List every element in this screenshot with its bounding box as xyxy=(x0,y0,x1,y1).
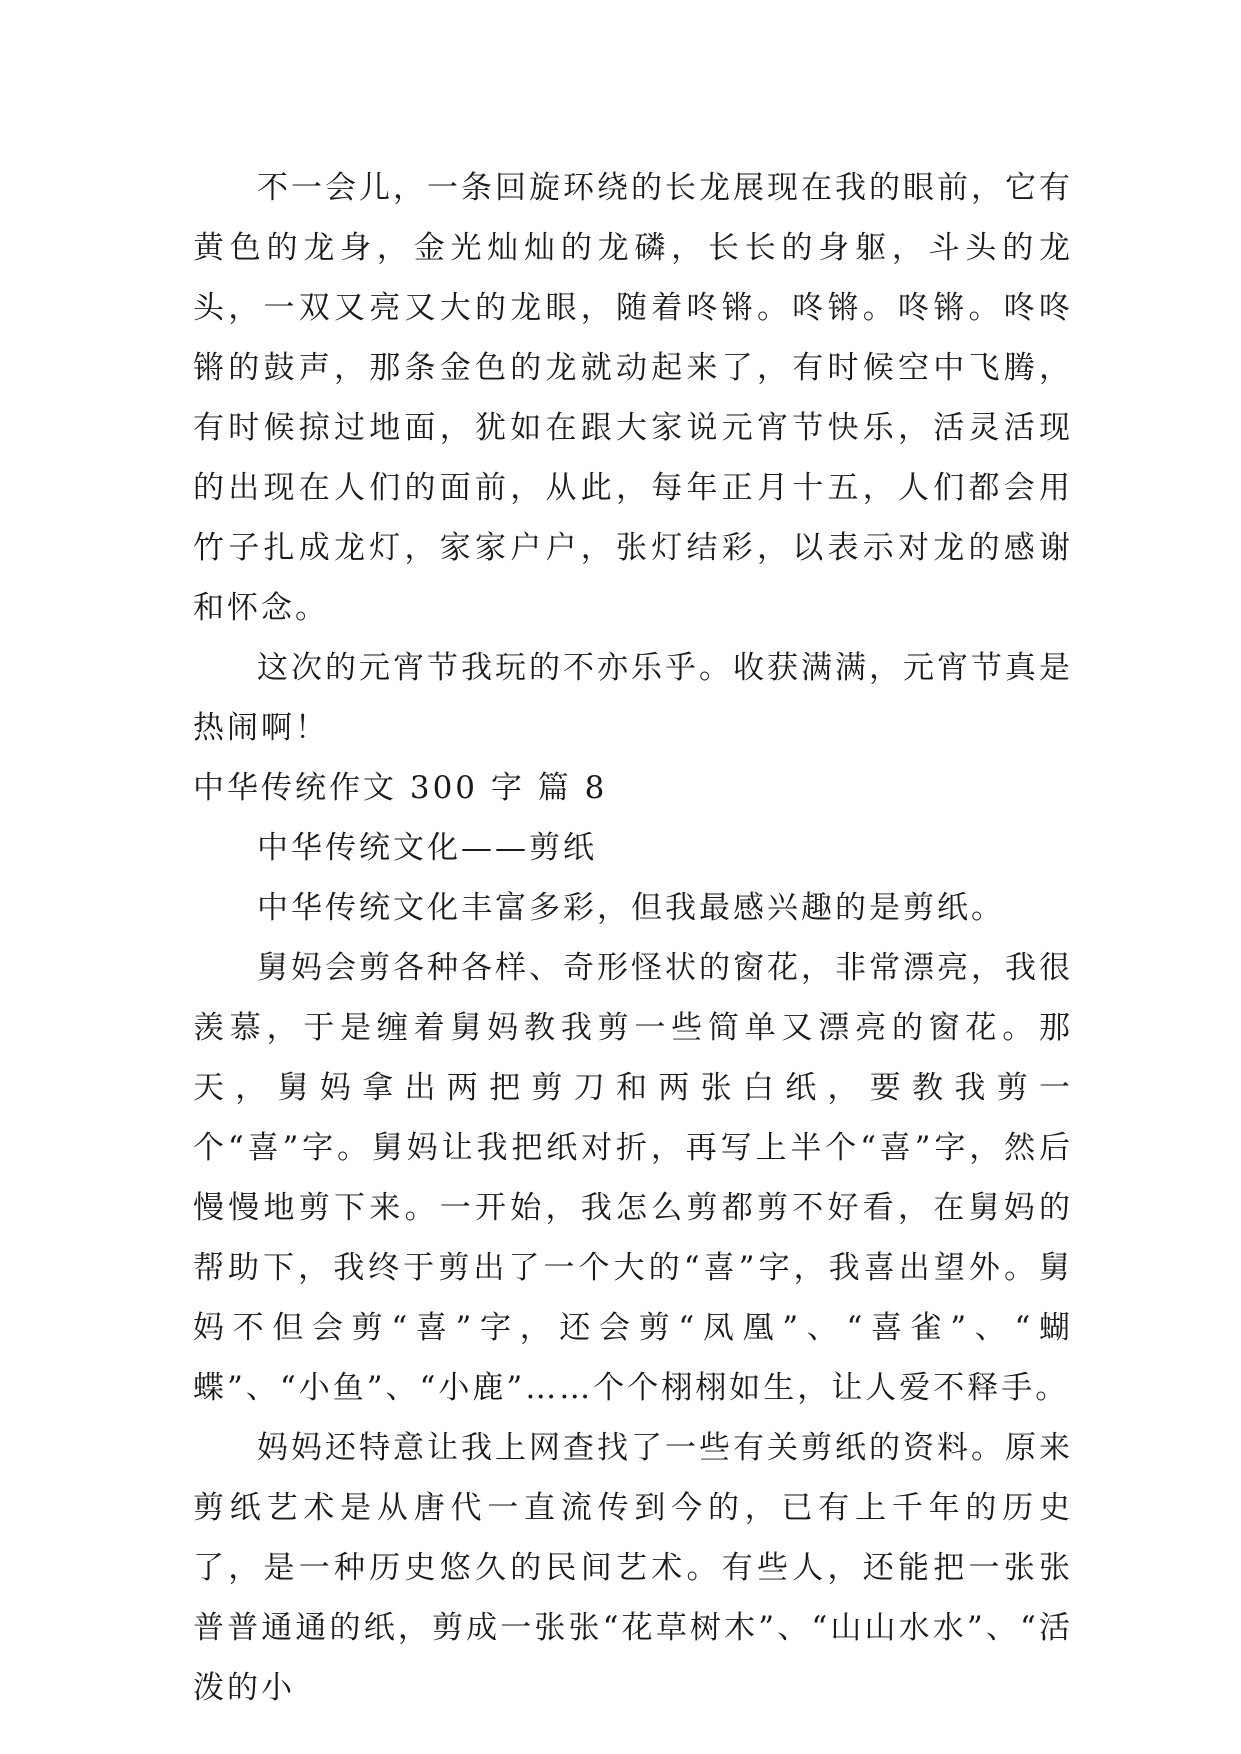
section-heading: 中华传统作文 300 字 篇 8 xyxy=(193,770,608,806)
paragraph-lantern-festival-conclusion: 这次的元宵节我玩的不亦乐乎。收获满满，元宵节真是热闹啊！ xyxy=(193,650,1073,746)
essay-subtitle: 中华传统文化——剪纸 xyxy=(257,830,597,866)
paragraph-intro: 中华传统文化丰富多彩，但我最感兴趣的是剪纸。 xyxy=(257,890,1005,926)
paragraph-dragon: 不一会儿，一条回旋环绕的长龙展现在我的眼前，它有黄色的龙身，金光灿灿的龙磷，长长的身躯，斗头的龙头，一双又亮又大的龙眼，随着咚锵。咚锵。咚锵。咚咚锵的鼓声，那条金色的龙就动起来了，有时候空中飞腾，有时候掠过地面，犹如在跟大家说元宵节快乐，活灵活现的出现在人们的面前，从此，每年正月十五，人们都会用竹子扎成龙灯，家家户户，张灯结彩，以表示对龙的感谢和怀念。 xyxy=(193,170,1073,626)
paragraph-papercut-history: 妈妈还特意让我上网查找了一些有关剪纸的资料。原来剪纸艺术是从唐代一直流传到今的，已有上千年的历史了，是一种历史悠久的民间艺术。有些人，还能把一张张普普通通的纸，剪成一张张“花草树木”、“山山水水”、“活泼的小 xyxy=(193,1430,1073,1706)
paragraph-aunt-papercut: 舅妈会剪各种各样、奇形怪状的窗花，非常漂亮，我很羡慕，于是缠着舅妈教我剪一些简单又漂亮的窗花。那天，舅妈拿出两把剪刀和两张白纸，要教我剪一个“喜”字。舅妈让我把纸对折，再写上半个“喜”字，然后慢慢地剪下来。一开始，我怎么剪都剪不好看，在舅妈的帮助下，我终于剪出了一个大的“喜”字，我喜出望外。舅妈不但会剪“喜”字，还会剪“凤凰”、“喜雀”、“蝴蝶”、“小鱼”、“小鹿”……个个栩栩如生，让人爱不释手。 xyxy=(193,950,1073,1406)
document-body xyxy=(193,158,1073,1718)
